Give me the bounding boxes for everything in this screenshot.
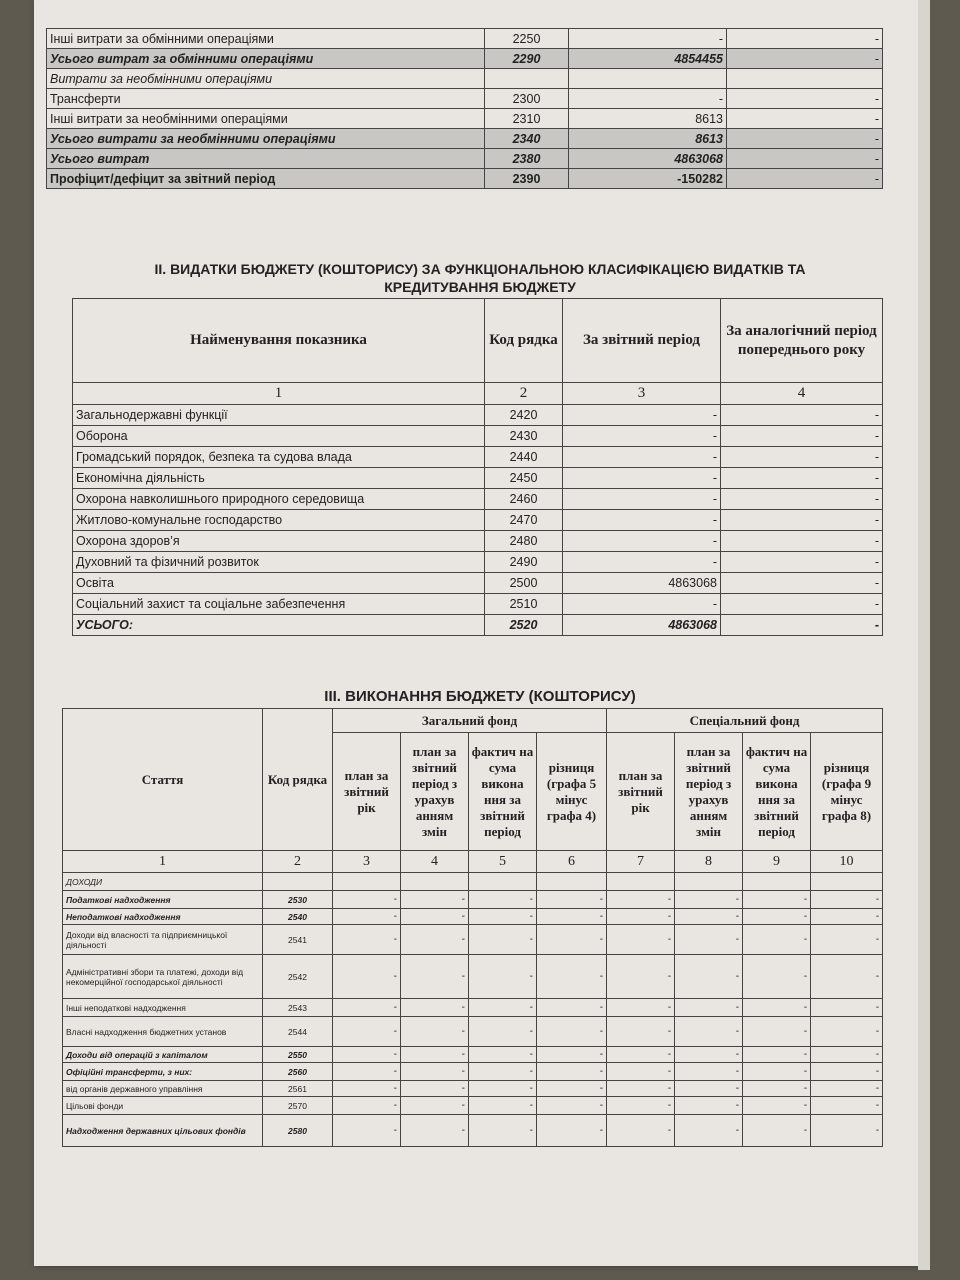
value-cell: - xyxy=(811,999,883,1017)
table-row xyxy=(63,1017,883,1047)
row-previous: - xyxy=(721,405,883,426)
row-code: 2310 xyxy=(485,109,569,129)
table-row xyxy=(73,531,883,552)
row-current: 4863068 xyxy=(569,149,727,169)
row-current: - xyxy=(563,426,721,447)
value-cell: - xyxy=(675,1047,743,1063)
col-number: 7 xyxy=(607,851,675,873)
value-cell: - xyxy=(537,1081,607,1097)
row-name: Охорона здоров’я xyxy=(73,531,485,552)
value-cell: - xyxy=(675,1017,743,1047)
table-row xyxy=(73,426,883,447)
value-cell: - xyxy=(537,1097,607,1115)
value-cell: - xyxy=(607,925,675,955)
row-name: Адміністративні збори та платежі, доходи від некомерційної господарської діяльності xyxy=(63,955,263,999)
value-cell: - xyxy=(537,1017,607,1047)
table-row xyxy=(47,149,883,169)
value-cell: - xyxy=(607,999,675,1017)
row-name: Доходи від власності та підприємницької діяльності xyxy=(63,925,263,955)
header-indicator-name: Найменування показника xyxy=(73,299,485,383)
row-previous xyxy=(727,69,883,89)
row-previous: - xyxy=(721,573,883,594)
row-name: Власні надходження бюджетних установ xyxy=(63,1017,263,1047)
row-name: Усього витрат xyxy=(47,149,485,169)
value-cell: - xyxy=(743,1063,811,1081)
value-cell: - xyxy=(537,1063,607,1081)
table-row xyxy=(47,129,883,149)
value-cell: - xyxy=(743,925,811,955)
table-row xyxy=(73,552,883,573)
row-code: 2380 xyxy=(485,149,569,169)
value-cell: - xyxy=(401,1097,469,1115)
row-code: 2542 xyxy=(263,955,333,999)
table-row xyxy=(47,169,883,189)
row-name: Освіта xyxy=(73,573,485,594)
header-previous-period: За аналогічний період попереднього року xyxy=(721,299,883,383)
row-name: Податкові надходження xyxy=(63,891,263,909)
table-row xyxy=(73,447,883,468)
row-name: Усього витрат за обмінними операціями xyxy=(47,49,485,69)
value-cell: - xyxy=(537,955,607,999)
header-sub: фактич на сума викона ння за звітний період xyxy=(743,733,811,851)
value-cell: - xyxy=(401,909,469,925)
row-previous: - xyxy=(721,426,883,447)
value-cell: - xyxy=(811,909,883,925)
row-current: - xyxy=(563,405,721,426)
header-sub: план за звітний період з урахув анням змін xyxy=(675,733,743,851)
table-row xyxy=(73,489,883,510)
row-code: 2570 xyxy=(263,1097,333,1115)
col-number: 2 xyxy=(263,851,333,873)
row-code: 2300 xyxy=(485,89,569,109)
row-previous: - xyxy=(727,29,883,49)
total-previous: - xyxy=(721,615,883,636)
value-cell: - xyxy=(607,1017,675,1047)
row-current: - xyxy=(563,510,721,531)
value-cell: - xyxy=(401,1017,469,1047)
row-name: Духовний та фізичний розвиток xyxy=(73,552,485,573)
value-cell: - xyxy=(469,1047,537,1063)
value-cell: - xyxy=(743,955,811,999)
row-code: 2540 xyxy=(263,909,333,925)
header-sub: план за звітний період з урахув анням змін xyxy=(401,733,469,851)
value-cell: - xyxy=(537,925,607,955)
value-cell: - xyxy=(607,955,675,999)
col-number: 1 xyxy=(73,383,485,405)
col-number: 8 xyxy=(675,851,743,873)
value-cell: - xyxy=(607,1097,675,1115)
table-row xyxy=(47,69,883,89)
header-general-fund: Загальний фонд xyxy=(333,709,607,733)
value-cell: - xyxy=(811,1081,883,1097)
total-row xyxy=(73,615,883,636)
section2-title xyxy=(70,260,890,296)
value-cell: - xyxy=(811,1047,883,1063)
value-cell: - xyxy=(333,955,401,999)
row-code: 2550 xyxy=(263,1047,333,1063)
row-current: 4854455 xyxy=(569,49,727,69)
value-cell: - xyxy=(333,1063,401,1081)
value-cell: - xyxy=(675,1115,743,1147)
section3-title: ІІІ. ВИКОНАННЯ БЮДЖЕТУ (КОШТОРИСУ) xyxy=(324,688,636,705)
section2-title-line2: КРЕДИТУВАННЯ БЮДЖЕТУ xyxy=(384,279,576,295)
value-cell: - xyxy=(811,1017,883,1047)
value-cell: - xyxy=(675,1063,743,1081)
row-code: 2530 xyxy=(263,891,333,909)
row-name: Усього витрати за необмінними операціями xyxy=(47,129,485,149)
row-code: 2544 xyxy=(263,1017,333,1047)
row-previous: - xyxy=(721,552,883,573)
row-previous: - xyxy=(721,468,883,489)
value-cell: - xyxy=(675,955,743,999)
table-row xyxy=(47,89,883,109)
value-cell: - xyxy=(537,1047,607,1063)
table-row xyxy=(63,909,883,925)
value-cell: - xyxy=(333,1047,401,1063)
col-number: 4 xyxy=(721,383,883,405)
value-cell: - xyxy=(675,1097,743,1115)
row-code: 2440 xyxy=(485,447,563,468)
table-row xyxy=(63,925,883,955)
value-cell: - xyxy=(469,999,537,1017)
value-cell: - xyxy=(401,891,469,909)
value-cell: - xyxy=(743,909,811,925)
row-code: 2560 xyxy=(263,1063,333,1081)
col-number: 4 xyxy=(401,851,469,873)
row-code: 2460 xyxy=(485,489,563,510)
value-cell: - xyxy=(675,909,743,925)
budget-execution-table xyxy=(62,708,883,1147)
value-cell: - xyxy=(675,891,743,909)
header-sub: фактич на сума викона ння за звітний період xyxy=(469,733,537,851)
value-cell: - xyxy=(401,1047,469,1063)
row-previous: - xyxy=(727,89,883,109)
col-number: 3 xyxy=(563,383,721,405)
value-cell: - xyxy=(469,1063,537,1081)
row-current: - xyxy=(563,447,721,468)
row-current: - xyxy=(569,29,727,49)
total-name: УСЬОГО: xyxy=(73,615,485,636)
row-code: 2290 xyxy=(485,49,569,69)
value-cell: - xyxy=(469,955,537,999)
value-cell: - xyxy=(537,999,607,1017)
table-row xyxy=(47,49,883,69)
table-row xyxy=(47,29,883,49)
value-cell: - xyxy=(675,999,743,1017)
col-number: 1 xyxy=(63,851,263,873)
value-cell: - xyxy=(333,999,401,1017)
row-name: Інші неподаткові надходження xyxy=(63,999,263,1017)
row-code: 2470 xyxy=(485,510,563,531)
value-cell: - xyxy=(743,891,811,909)
value-cell: - xyxy=(401,1063,469,1081)
value-cell: - xyxy=(607,1047,675,1063)
col-number: 3 xyxy=(333,851,401,873)
row-code: 2500 xyxy=(485,573,563,594)
value-cell: - xyxy=(811,925,883,955)
value-cell: - xyxy=(333,891,401,909)
header-special-fund: Спеціальний фонд xyxy=(607,709,883,733)
table-row xyxy=(63,1097,883,1115)
table-row xyxy=(73,594,883,615)
header-sub: план за звітний рік xyxy=(607,733,675,851)
row-code: 2510 xyxy=(485,594,563,615)
row-previous: - xyxy=(721,531,883,552)
value-cell: - xyxy=(607,1063,675,1081)
row-code: 2580 xyxy=(263,1115,333,1147)
row-name: Економічна діяльність xyxy=(73,468,485,489)
value-cell: - xyxy=(607,891,675,909)
col-number: 9 xyxy=(743,851,811,873)
header-row-code: Код рядка xyxy=(485,299,563,383)
row-name: Витрати за необмінними операціями xyxy=(47,69,485,89)
row-previous: - xyxy=(727,49,883,69)
value-cell: - xyxy=(333,925,401,955)
row-name: Оборона xyxy=(73,426,485,447)
header-sub: різниця (графа 9 мінус графа 8) xyxy=(811,733,883,851)
row-name: Трансферти xyxy=(47,89,485,109)
value-cell: - xyxy=(469,1017,537,1047)
row-previous: - xyxy=(727,129,883,149)
value-cell: - xyxy=(333,1081,401,1097)
table-row xyxy=(63,1063,883,1081)
col-number: 5 xyxy=(469,851,537,873)
page-edge xyxy=(918,0,930,1270)
value-cell: - xyxy=(537,891,607,909)
row-name: Цільові фонди xyxy=(63,1097,263,1115)
row-previous: - xyxy=(721,510,883,531)
row-code: 2480 xyxy=(485,531,563,552)
value-cell: - xyxy=(469,1115,537,1147)
value-cell: - xyxy=(811,891,883,909)
row-current: - xyxy=(563,594,721,615)
row-code: 2420 xyxy=(485,405,563,426)
row-code: 2340 xyxy=(485,129,569,149)
row-name: Соціальний захист та соціальне забезпечення xyxy=(73,594,485,615)
row-name: Інші витрати за обмінними операціями xyxy=(47,29,485,49)
row-name: Надходження державних цільових фондів xyxy=(63,1115,263,1147)
row-previous: - xyxy=(721,489,883,510)
row-current: - xyxy=(563,489,721,510)
expenses-table-continuation xyxy=(46,28,883,189)
value-cell: - xyxy=(401,999,469,1017)
row-current: -150282 xyxy=(569,169,727,189)
row-name: від органів державного управління xyxy=(63,1081,263,1097)
value-cell: - xyxy=(675,925,743,955)
value-cell: - xyxy=(811,1097,883,1115)
row-code: 2541 xyxy=(263,925,333,955)
value-cell: - xyxy=(743,1047,811,1063)
value-cell: - xyxy=(743,1115,811,1147)
row-current: 4863068 xyxy=(563,573,721,594)
row-previous: - xyxy=(727,149,883,169)
value-cell: - xyxy=(469,1097,537,1115)
row-previous: - xyxy=(721,594,883,615)
value-cell: - xyxy=(401,925,469,955)
table-row xyxy=(73,468,883,489)
value-cell: - xyxy=(607,909,675,925)
row-current: 8613 xyxy=(569,129,727,149)
row-code xyxy=(485,69,569,89)
row-name: Громадський порядок, безпека та судова влада xyxy=(73,447,485,468)
value-cell: - xyxy=(333,1017,401,1047)
row-name: Житлово-комунальне господарство xyxy=(73,510,485,531)
row-name: Інші витрати за необмінними операціями xyxy=(47,109,485,129)
value-cell: - xyxy=(401,1115,469,1147)
value-cell: - xyxy=(607,1115,675,1147)
table-row xyxy=(63,1115,883,1147)
table-row xyxy=(73,405,883,426)
row-code: 2561 xyxy=(263,1081,333,1097)
row-current: - xyxy=(563,468,721,489)
row-current xyxy=(569,69,727,89)
table-row xyxy=(73,510,883,531)
row-name: Неподаткові надходження xyxy=(63,909,263,925)
header-article: Стаття xyxy=(63,709,263,851)
header-current-period: За звітний період xyxy=(563,299,721,383)
header-row-code: Код рядка xyxy=(263,709,333,851)
value-cell: - xyxy=(537,1115,607,1147)
row-code: 2390 xyxy=(485,169,569,189)
row-previous: - xyxy=(727,169,883,189)
row-current: 8613 xyxy=(569,109,727,129)
header-sub: різниця (графа 5 мінус графа 4) xyxy=(537,733,607,851)
value-cell: - xyxy=(811,1063,883,1081)
row-code: 2490 xyxy=(485,552,563,573)
table-row xyxy=(63,891,883,909)
total-code: 2520 xyxy=(485,615,563,636)
value-cell: - xyxy=(469,925,537,955)
row-code: 2450 xyxy=(485,468,563,489)
value-cell: - xyxy=(333,1097,401,1115)
value-cell: - xyxy=(469,909,537,925)
table-row xyxy=(63,999,883,1017)
table-row xyxy=(63,1081,883,1097)
col-number: 2 xyxy=(485,383,563,405)
row-current: - xyxy=(563,552,721,573)
value-cell: - xyxy=(811,1115,883,1147)
value-cell: - xyxy=(401,1081,469,1097)
value-cell: - xyxy=(333,909,401,925)
value-cell: - xyxy=(607,1081,675,1097)
row-name: Охорона навколишнього природного середовища xyxy=(73,489,485,510)
value-cell: - xyxy=(743,1097,811,1115)
value-cell: - xyxy=(469,1081,537,1097)
row-current: - xyxy=(569,89,727,109)
table-row xyxy=(63,1047,883,1063)
row-previous: - xyxy=(727,109,883,129)
value-cell: - xyxy=(675,1081,743,1097)
functional-classification-table xyxy=(72,298,883,636)
row-name: Загальнодержавні функції xyxy=(73,405,485,426)
table-row xyxy=(63,955,883,999)
row-code: 2250 xyxy=(485,29,569,49)
value-cell: - xyxy=(743,1017,811,1047)
section-label-income: ДОХОДИ xyxy=(63,873,263,891)
value-cell: - xyxy=(537,909,607,925)
row-name: Доходи від операцій з капіталом xyxy=(63,1047,263,1063)
row-previous: - xyxy=(721,447,883,468)
value-cell: - xyxy=(811,955,883,999)
row-code: 2543 xyxy=(263,999,333,1017)
header-sub: план за звітний рік xyxy=(333,733,401,851)
value-cell: - xyxy=(333,1115,401,1147)
col-number: 6 xyxy=(537,851,607,873)
row-code: 2430 xyxy=(485,426,563,447)
value-cell: - xyxy=(469,891,537,909)
value-cell: - xyxy=(743,1081,811,1097)
value-cell: - xyxy=(743,999,811,1017)
row-name: Профіцит/дефіцит за звітний період xyxy=(47,169,485,189)
total-current: 4863068 xyxy=(563,615,721,636)
row-current: - xyxy=(563,531,721,552)
table-row xyxy=(73,573,883,594)
row-name: Офіційні трансферти, з них: xyxy=(63,1063,263,1081)
value-cell: - xyxy=(401,955,469,999)
section2-title-line1: ІІ. ВИДАТКИ БЮДЖЕТУ (КОШТОРИСУ) ЗА ФУНКЦІОНАЛЬНОЮ КЛАСИФІКАЦІЄЮ ВИДАТКІВ ТА xyxy=(154,261,806,277)
col-number: 10 xyxy=(811,851,883,873)
table-row xyxy=(47,109,883,129)
